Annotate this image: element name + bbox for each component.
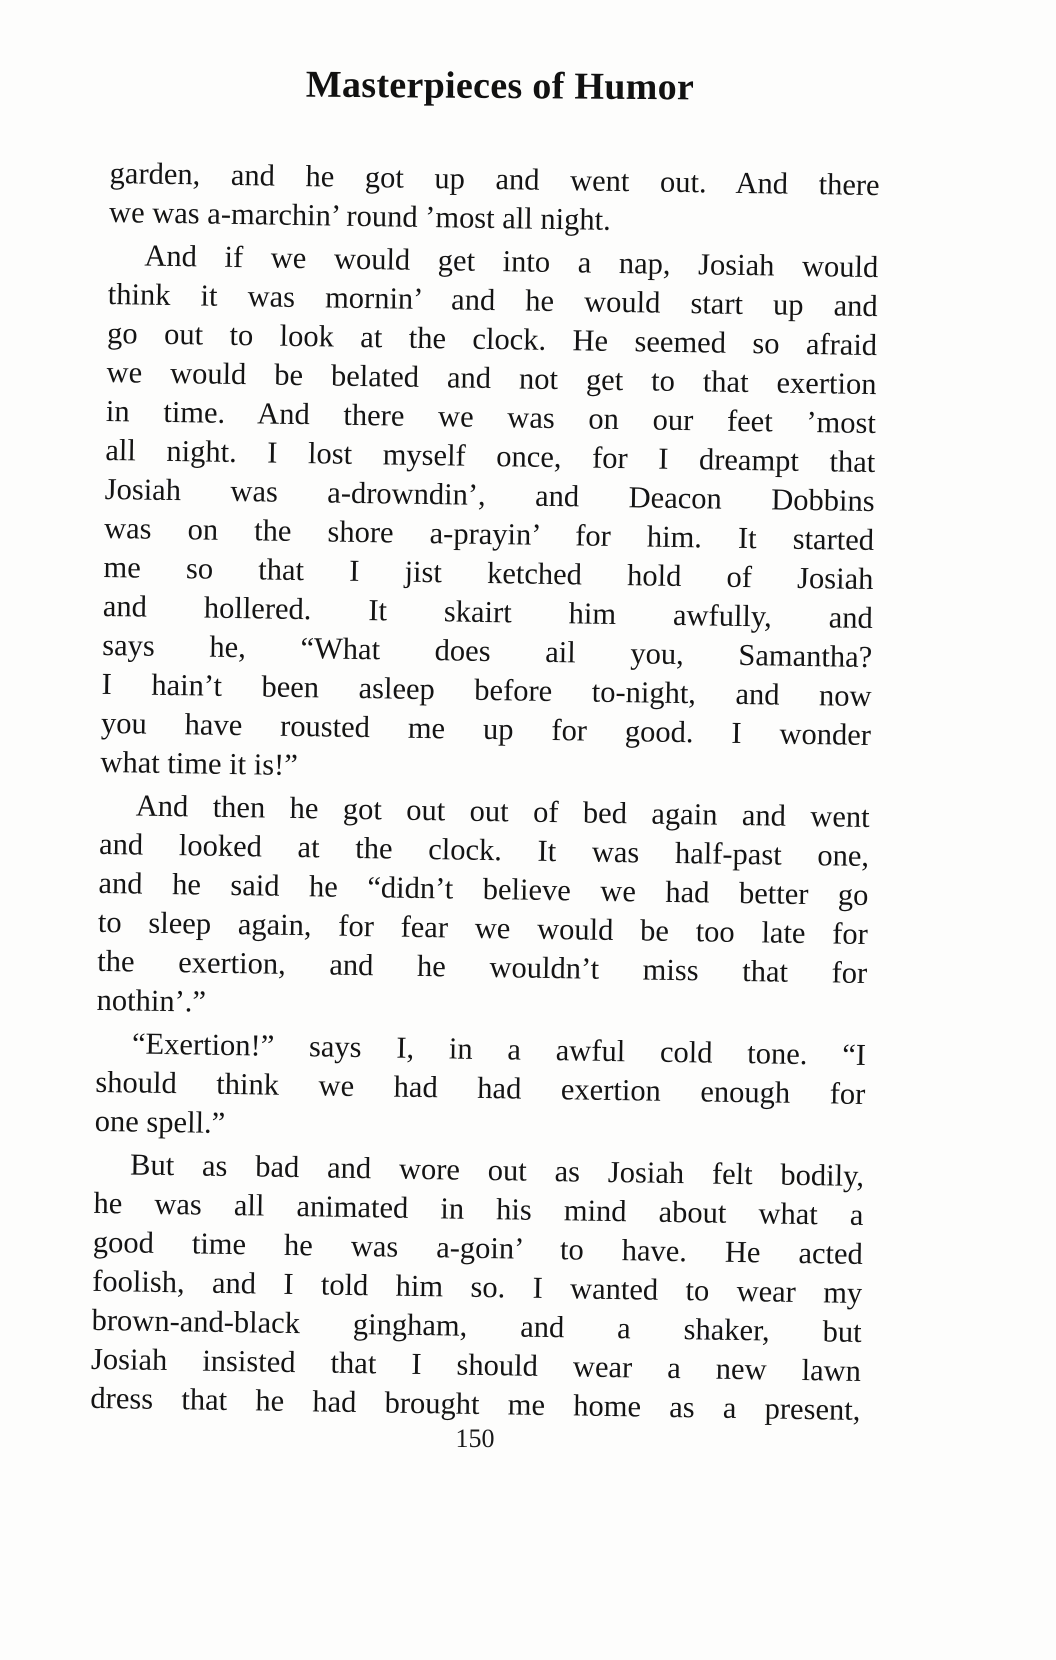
text-line: to sleep again, for fear we would be too late for bbox=[97, 904, 869, 951]
text-line: says he, “What does ail you, Samantha? bbox=[102, 627, 873, 675]
text-line: Josiah insisted that I should wear a new lawn bbox=[90, 1341, 862, 1388]
paragraph-5 bbox=[90, 1145, 864, 1430]
text-line: And then he got out out of bed again and went bbox=[135, 788, 870, 835]
text-line: me so that I jist ketched hold of Josiah bbox=[103, 549, 874, 597]
text-line: all night. I lost myself once, for I dreampt that bbox=[105, 432, 876, 480]
text-line: dress that he had brought me home as a present, bbox=[90, 1380, 861, 1427]
paragraph-3 bbox=[96, 786, 870, 1032]
text-line: we was a-marchin’ round ’most all night. bbox=[108, 194, 611, 237]
text-line: go out to look at the clock. He seemed so afraid bbox=[106, 315, 878, 363]
running-title: Masterpieces of Humor bbox=[305, 63, 695, 109]
text-line: one spell.” bbox=[94, 1103, 226, 1140]
text-line: foolish, and I told him so. I wanted to wear my bbox=[92, 1263, 863, 1310]
text-line: And if we would get into a nap, Josiah would bbox=[144, 238, 879, 285]
text-line: I hain’t been asleep before to-night, and now bbox=[101, 666, 872, 714]
text-line: garden, and he got up and went out. And there bbox=[109, 155, 880, 203]
text-line: should think we had had exertion enough for bbox=[95, 1064, 866, 1111]
text-line: he was all animated in his mind about what a bbox=[93, 1185, 864, 1232]
text-line: in time. And there we was on our feet ’most bbox=[105, 393, 877, 441]
text-line: good time he was a-goin’ to have. He acted bbox=[92, 1224, 864, 1271]
paragraph-1 bbox=[109, 154, 880, 244]
text-line: and looked at the clock. It was half-past one, bbox=[98, 826, 870, 874]
text-line: Josiah was a-drowndin’, and Deacon Dobbins bbox=[104, 471, 875, 519]
text-line: the exertion, and he wouldn’t miss that for bbox=[97, 943, 868, 990]
text-line: we would be belated and not get to that exertion bbox=[106, 354, 877, 402]
paragraph-2 bbox=[100, 236, 878, 794]
text-line: you have rousted me up for good. I wonder bbox=[100, 705, 872, 753]
text-line: was on the shore a-prayin’ for him. It started bbox=[103, 510, 875, 558]
text-line: But as bad and wore out as Josiah felt bodily, bbox=[129, 1147, 865, 1193]
page-number: 150 bbox=[455, 1424, 495, 1453]
text-line: nothin’.” bbox=[96, 982, 207, 1019]
text-line: and hollered. It skairt him awfully, and bbox=[102, 588, 874, 636]
body-text bbox=[90, 154, 880, 1434]
paragraph-4 bbox=[94, 1024, 866, 1153]
text-line: think it was mornin’ and he would start up and bbox=[107, 276, 878, 324]
text-line: what time it is!” bbox=[100, 744, 299, 783]
text-line: brown-and-black gingham, and a shaker, but bbox=[91, 1302, 862, 1349]
text-line: “Exertion!” says I, in a awful cold tone. “I bbox=[131, 1026, 867, 1072]
text-line: and he said he “didn’t believe we had better go bbox=[98, 865, 869, 913]
